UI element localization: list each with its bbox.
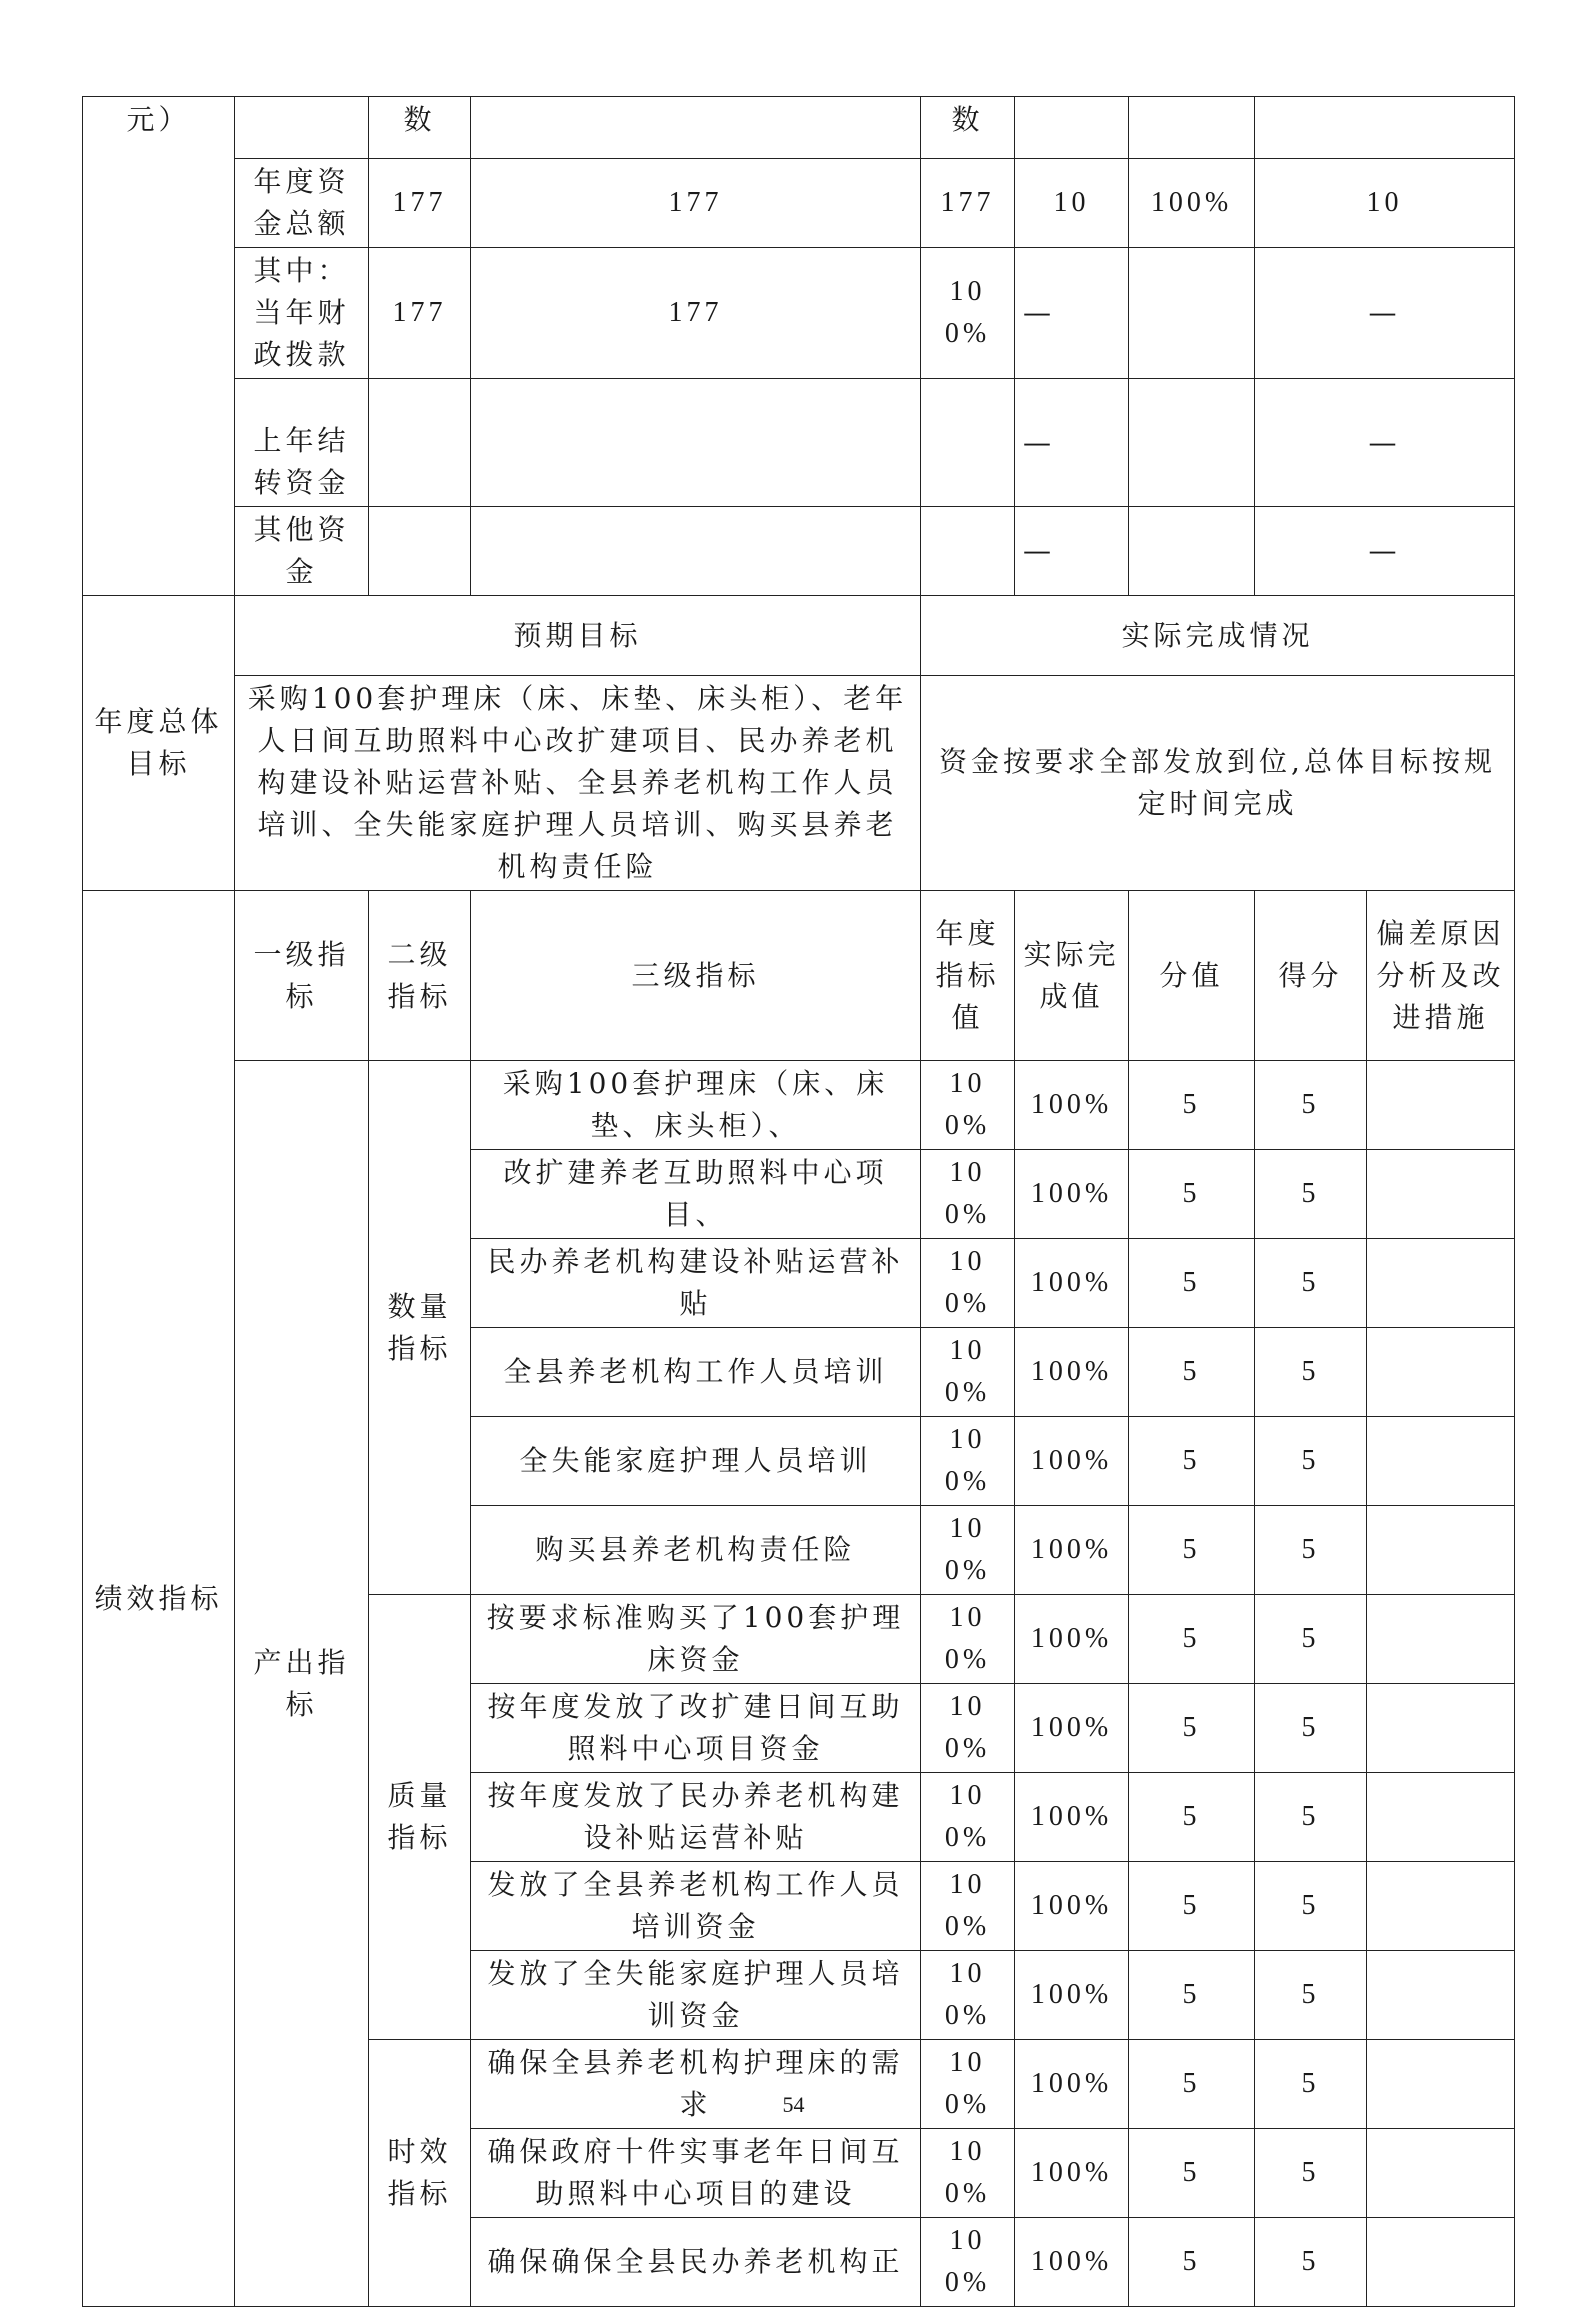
- indicator-name: 全县养老机构工作人员培训: [471, 1328, 921, 1417]
- indicator-weight: 5: [1129, 1951, 1255, 2040]
- indicator-name: 按年度发放了改扩建日间互助照料中心项目资金: [471, 1684, 921, 1773]
- indicator-actual: 100%: [1015, 1773, 1129, 1862]
- indicator-name: 全失能家庭护理人员培训: [471, 1417, 921, 1506]
- indicator-target: 100%: [921, 1773, 1015, 1862]
- indicator-actual: 100%: [1015, 1061, 1129, 1150]
- funding-score: 10: [1015, 159, 1129, 248]
- indicator-score: 5: [1255, 1061, 1367, 1150]
- funding-row-label: 其中：当年财政拨款: [235, 248, 369, 379]
- funding-score: —: [1015, 507, 1129, 596]
- funding-budget: 177: [369, 248, 471, 379]
- indicator-score: 5: [1255, 1862, 1367, 1951]
- indicator-score: 5: [1255, 2218, 1367, 2307]
- header-target: 年度指标值: [921, 891, 1015, 1061]
- indicator-score: 5: [1255, 1328, 1367, 1417]
- performance-section-label: 绩效指标: [83, 891, 235, 2307]
- indicator-weight: 5: [1129, 1862, 1255, 1951]
- funding-executed: 177: [471, 248, 921, 379]
- indicator-target: 100%: [921, 1595, 1015, 1684]
- funding-row-label: 其他资金: [235, 507, 369, 596]
- indicator-weight: 5: [1129, 1595, 1255, 1684]
- funding-score: —: [1015, 379, 1129, 507]
- header-score: 得分: [1255, 891, 1367, 1061]
- funding-row-fiscal: [83, 248, 1515, 379]
- funding-gain: —: [1255, 507, 1515, 596]
- indicator-weight: 5: [1129, 1417, 1255, 1506]
- table-row: [83, 1061, 1515, 1150]
- indicator-target: 100%: [921, 1150, 1015, 1239]
- indicator-name: 购买县养老机构责任险: [471, 1506, 921, 1595]
- performance-header-row: [83, 891, 1515, 1061]
- indicator-actual: 100%: [1015, 1951, 1129, 2040]
- indicator-weight: 5: [1129, 1150, 1255, 1239]
- indicator-name: 确保全县养老机构护理床的需求: [471, 2040, 921, 2129]
- indicator-target: 100%: [921, 1951, 1015, 2040]
- indicator-name: 按要求标准购买了100套护理床资金: [471, 1595, 921, 1684]
- indicator-weight: 5: [1129, 2129, 1255, 2218]
- indicator-target: 100%: [921, 2129, 1015, 2218]
- indicator-score: 5: [1255, 1951, 1367, 2040]
- quality-indicator-label: 质量指标: [369, 1595, 471, 2040]
- funding-rate: 100%: [921, 248, 1015, 379]
- funding-row-total: [83, 159, 1515, 248]
- indicator-name: 改扩建养老互助照料中心项目、: [471, 1150, 921, 1239]
- funding-row-other: [83, 507, 1515, 596]
- indicator-score: 5: [1255, 1150, 1367, 1239]
- indicator-target: 100%: [921, 1506, 1015, 1595]
- indicator-weight: 5: [1129, 1328, 1255, 1417]
- indicator-actual: 100%: [1015, 1417, 1129, 1506]
- indicator-target: 100%: [921, 1061, 1015, 1150]
- overall-goal-content-row: [83, 676, 1515, 891]
- indicator-target: 100%: [921, 1239, 1015, 1328]
- indicator-actual: 100%: [1015, 1150, 1129, 1239]
- funding-gain: —: [1255, 248, 1515, 379]
- funding-row-label: 年度资金总额: [235, 159, 369, 248]
- indicator-weight: 5: [1129, 1506, 1255, 1595]
- funding-score: —: [1015, 248, 1129, 379]
- indicator-score: 5: [1255, 2129, 1367, 2218]
- indicator-target: 100%: [921, 1417, 1015, 1506]
- funding-row-label: 上年结转资金: [235, 379, 369, 507]
- indicator-weight: 5: [1129, 1239, 1255, 1328]
- actual-completion-header: 实际完成情况: [921, 596, 1515, 676]
- indicator-name: 发放了全失能家庭护理人员培训资金: [471, 1951, 921, 2040]
- indicator-actual: 100%: [1015, 1328, 1129, 1417]
- indicator-actual: 100%: [1015, 1506, 1129, 1595]
- indicator-actual: 100%: [1015, 2218, 1129, 2307]
- funding-executed: 177: [471, 159, 921, 248]
- col-label-shu: 数: [921, 97, 1015, 159]
- indicator-name: 按年度发放了民办养老机构建设补贴运营补贴: [471, 1773, 921, 1862]
- col-label-shu: 数: [369, 97, 471, 159]
- indicator-weight: 5: [1129, 1061, 1255, 1150]
- indicator-actual: 100%: [1015, 1862, 1129, 1951]
- overall-goal-header-row: [83, 596, 1515, 676]
- header-weight: 分值: [1129, 891, 1255, 1061]
- indicator-score: 5: [1255, 1506, 1367, 1595]
- funding-header-row: [83, 97, 1515, 159]
- indicator-weight: 5: [1129, 2040, 1255, 2129]
- indicator-name: 采购100套护理床（床、床垫、床头柜）、: [471, 1061, 921, 1150]
- indicator-target: 100%: [921, 1862, 1015, 1951]
- indicator-name: 民办养老机构建设补贴运营补贴: [471, 1239, 921, 1328]
- overall-goal-label: 年度总体目标: [83, 596, 235, 891]
- indicator-actual: 100%: [1015, 1239, 1129, 1328]
- level1-output-label: 产出指标: [235, 1061, 369, 2307]
- funding-budget: 177: [369, 159, 471, 248]
- indicator-score: 5: [1255, 2040, 1367, 2129]
- indicator-actual: 100%: [1015, 2129, 1129, 2218]
- header-level1: 一级指标: [235, 891, 369, 1061]
- funding-gain: —: [1255, 379, 1515, 507]
- header-actual: 实际完成值: [1015, 891, 1129, 1061]
- funding-gain: 10: [1255, 159, 1515, 248]
- indicator-weight: 5: [1129, 2218, 1255, 2307]
- performance-evaluation-table: [82, 96, 1515, 2307]
- indicator-name: 确保确保全县民办养老机构正: [471, 2218, 921, 2307]
- indicator-score: 5: [1255, 1773, 1367, 1862]
- expected-goal-text: 采购100套护理床（床、床垫、床头柜）、老年人日间互助照料中心改扩建项目、民办养老机构建设补贴运营补贴、全县养老机构工作人员培训、全失能家庭护理人员培训、购买县养老机构责任险: [235, 676, 921, 891]
- actual-completion-text: 资金按要求全部发放到位,总体目标按规定时间完成: [921, 676, 1515, 891]
- indicator-weight: 5: [1129, 1773, 1255, 1862]
- indicator-target: 100%: [921, 2218, 1015, 2307]
- indicator-name: 确保政府十件实事老年日间互助照料中心项目的建设: [471, 2129, 921, 2218]
- quantity-indicator-label: 数量指标: [369, 1061, 471, 1595]
- indicator-target: 100%: [921, 1684, 1015, 1773]
- funding-section-label: 元）: [83, 97, 235, 596]
- indicator-actual: 100%: [1015, 1595, 1129, 1684]
- expected-goal-header: 预期目标: [235, 596, 921, 676]
- indicator-score: 5: [1255, 1239, 1367, 1328]
- indicator-weight: 5: [1129, 1684, 1255, 1773]
- timeliness-indicator-label: 时效指标: [369, 2040, 471, 2307]
- page-number: 54: [782, 2092, 805, 2117]
- indicator-actual: 100%: [1015, 2040, 1129, 2129]
- indicator-actual: 100%: [1015, 1684, 1129, 1773]
- header-deviation: 偏差原因分析及改进措施: [1367, 891, 1515, 1061]
- header-level3: 三级指标: [471, 891, 921, 1061]
- indicator-score: 5: [1255, 1595, 1367, 1684]
- indicator-name: 发放了全县养老机构工作人员培训资金: [471, 1862, 921, 1951]
- funding-rate: 100%: [1129, 159, 1255, 248]
- indicator-target: 100%: [921, 2040, 1015, 2129]
- funding-actual: 177: [921, 159, 1015, 248]
- header-level2: 二级指标: [369, 891, 471, 1061]
- funding-row-carryover: [83, 379, 1515, 507]
- indicator-target: 100%: [921, 1328, 1015, 1417]
- indicator-score: 5: [1255, 1417, 1367, 1506]
- indicator-score: 5: [1255, 1684, 1367, 1773]
